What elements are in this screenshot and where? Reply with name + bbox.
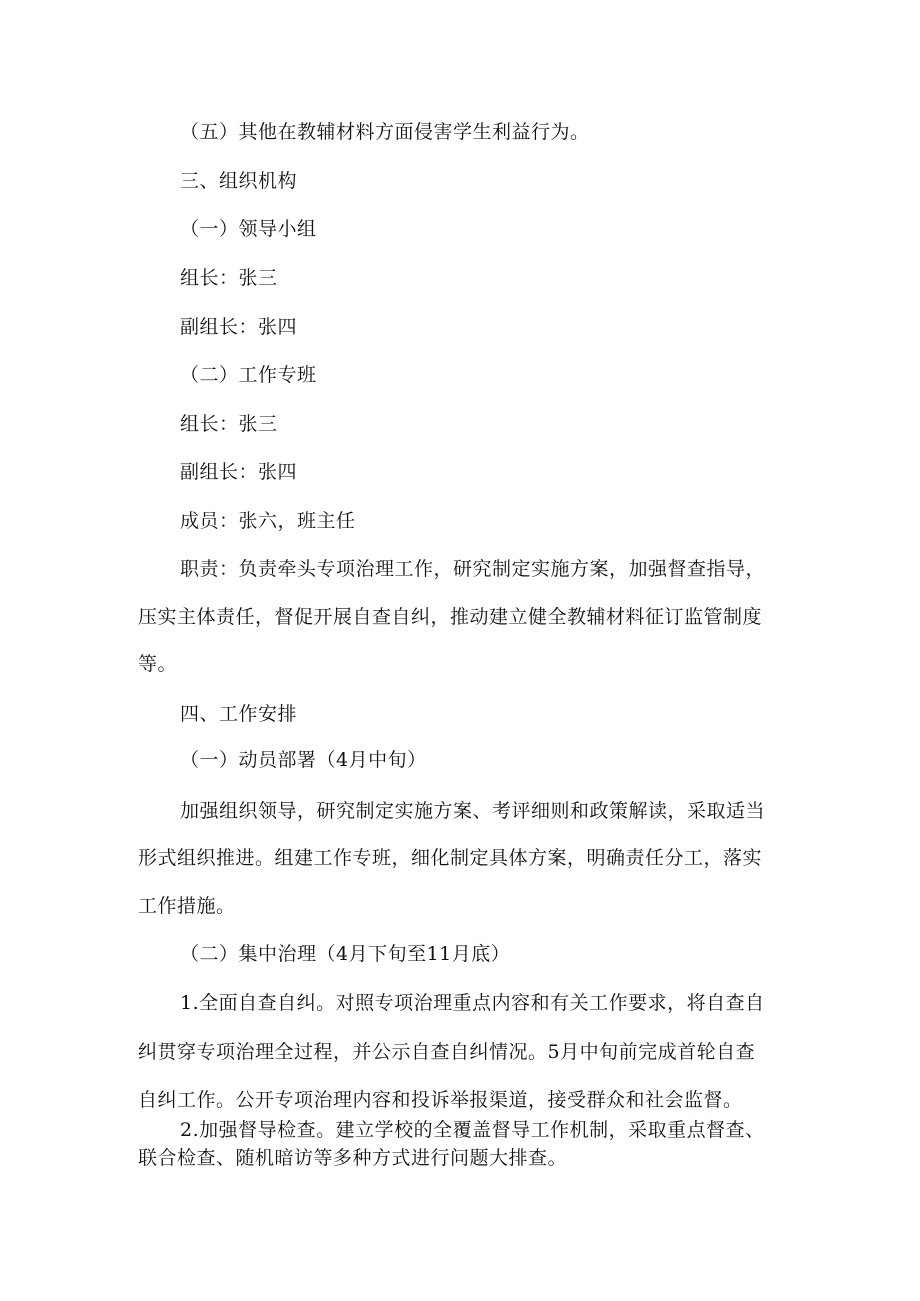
paragraph-line: 自纠工作。公开专项治理内容和投诉举报渠道，接受群众和社会监督。	[138, 1089, 743, 1111]
paragraph-line: 副组长：张四	[180, 316, 298, 338]
paragraph-line: 职责：负责牵头专项治理工作，研究制定实施方案，加强督查指导，	[180, 558, 766, 580]
paragraph-line: 组长：张三	[180, 267, 278, 289]
subsection-heading: （一）领导小组	[180, 218, 317, 240]
paragraph-line: 纠贯穿专项治理全过程，并公示自查自纠情况。5月中旬前完成首轮自查	[138, 1041, 756, 1063]
paragraph-line: 副组长：张四	[180, 461, 298, 483]
paragraph-line: 1.全面自查自纠。对照专项治理重点内容和有关工作要求，将自查自	[180, 992, 765, 1014]
section-heading: 四、工作安排	[180, 703, 298, 725]
paragraph-line: 等。	[138, 653, 178, 675]
subsection-heading: （二）集中治理（4月下旬至11月底）	[180, 943, 511, 965]
section-heading: 三、组织机构	[180, 170, 298, 192]
paragraph-line: 组长：张三	[180, 413, 278, 435]
paragraph-line: 压实主体责任，督促开展自查自纠，推动建立健全教辅材料征订监管制度	[138, 606, 763, 628]
subsection-heading: （二）工作专班	[180, 364, 317, 386]
subsection-heading: （一）动员部署（4月中旬）	[180, 749, 427, 771]
paragraph-line: 形式组织推进。组建工作专班，细化制定具体方案，明确责任分工，落实	[138, 847, 763, 869]
paragraph-line: （五）其他在教辅材料方面侵害学生利益行为。	[180, 121, 590, 143]
paragraph-line: 联合检查、随机暗访等多种方式进行问题大排查。	[138, 1147, 568, 1169]
paragraph-line: 2.加强督导检查。建立学校的全覆盖督导工作机制，采取重点督查、	[180, 1119, 765, 1141]
paragraph-line: 成员：张六，班主任	[180, 510, 356, 532]
paragraph-line: 工作措施。	[138, 895, 236, 917]
paragraph-line: 加强组织领导，研究制定实施方案、考评细则和政策解读，采取适当	[180, 800, 766, 822]
